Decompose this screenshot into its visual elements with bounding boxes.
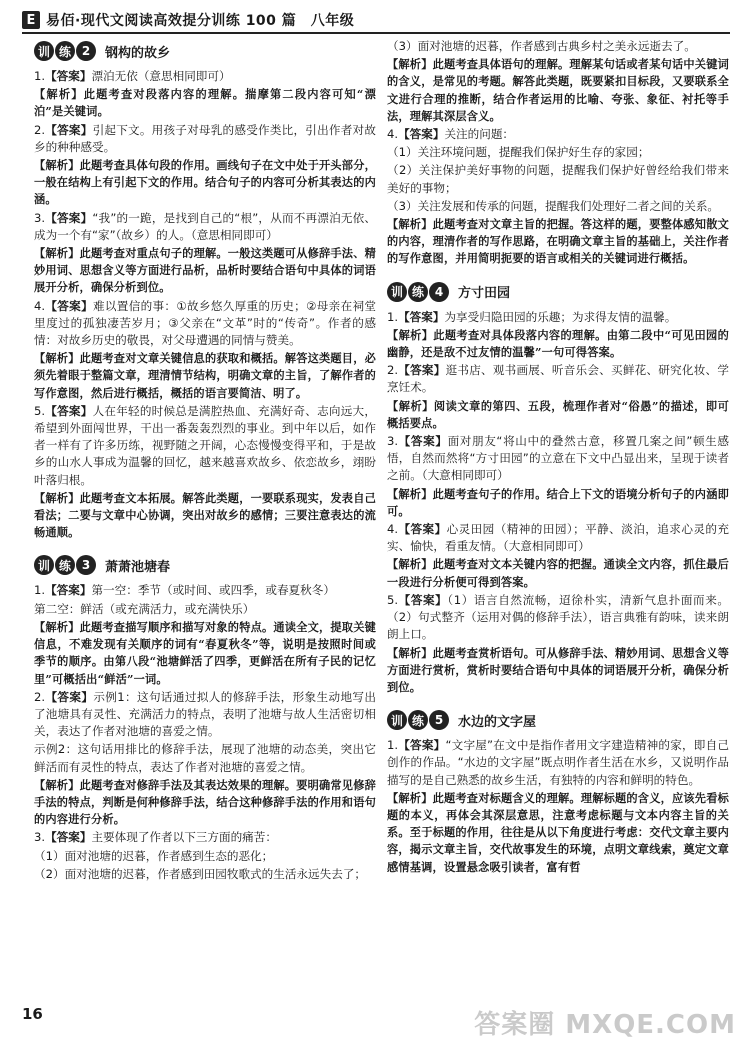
- heading-badge: 练: [55, 555, 75, 575]
- analysis-text: 【解析】此题考查对文章主旨的把握。答这样的题，要整体感知散文的内容，理清作者的写作思路，在明确文章主旨的基础上，关注作者的写作意图，并用简明扼要的语言或相关的关键词进行概括。: [387, 217, 729, 266]
- answer-text: 3.【答案】主要体现了作者以下三方面的痛苦：: [34, 830, 277, 845]
- answer-text: 3.【答案】面对朋友“将山中的叠然古意，移置几案之间”顿生感悟，自然而然将“方寸田园”的立意在下文中凸显出来，呈现于读者之前。（大意相同即可）: [387, 434, 729, 483]
- analysis-tag: 【解析】: [387, 327, 434, 342]
- heading-number: 2: [76, 41, 96, 61]
- analysis-tag: 【解析】: [387, 57, 433, 72]
- analysis-tag: 【解析】: [34, 777, 80, 792]
- heading-number: 5: [429, 710, 449, 730]
- answer-tag: 【答案】: [398, 738, 446, 753]
- answer-tag: 【答案】: [45, 69, 92, 83]
- analysis-text: 【解析】此题考查对修辞手法及其表达效果的理解。要明确常见修辞手法的特点，判断是何种修辞手法，结合这种修辞手法的作用和语句的内容进行分析。: [34, 777, 376, 827]
- section-heading-2: [34, 40, 376, 62]
- page-header: [22, 8, 730, 34]
- analysis-tag: 【解析】: [34, 619, 80, 634]
- answer-tag: 【答案】: [398, 363, 446, 378]
- analysis-text: 【解析】此题考查对文本关键内容的把握。通读全文内容，抓住最后一段进行分析便可得到答案。: [387, 557, 729, 589]
- answer-text: （1）面对池塘的迟暮，作者感到生态的恶化；: [34, 848, 274, 863]
- analysis-tag: 【解析】: [34, 246, 80, 261]
- answer-text: 第二空：鲜活（或充满活力，或充满快乐）: [34, 601, 255, 616]
- answer-text: 1.【答案】第一空：季节（或时间、或四季，或春夏秋冬）: [34, 583, 335, 598]
- answer-tag: 【答案】: [398, 522, 447, 537]
- answer-tag: 【答案】: [45, 830, 92, 845]
- section-heading-3: [34, 554, 376, 576]
- answer-text: 2.【答案】逛书店、观书画展、听音乐会、买鲜花、研究化妆、学烹饪术。: [387, 363, 729, 395]
- section-title: 钢构的故乡: [105, 45, 171, 61]
- analysis-text: 【解析】阅读文章的第四、五段，梳理作者对“俗愚”的描述，即可概括要点。: [387, 398, 729, 430]
- heading-badge: 训: [387, 710, 407, 730]
- answer-tag: 【答案】: [45, 689, 94, 704]
- heading-badge: 练: [408, 282, 428, 302]
- answer-text: 5.【答案】人在年轻的时候总是满腔热血、充满好奇、志向远大，希望到外面闯世界，干出一番轰轰烈烈的事业。到中年以后，如作者一样有了许多历练，视野随之开阔，心态慢慢变得平和，于是故乡的山水人事成为温馨的回忆，越来越喜欢故乡、依恋故乡，翊盼叶落归根。: [34, 403, 376, 487]
- heading-badge: 训: [387, 282, 407, 302]
- heading-badge: 训: [34, 555, 54, 575]
- book-title: 易佰·现代文阅读高效提分训练 100 篇 八年级: [46, 13, 355, 29]
- analysis-text: 【解析】此题考查句子的作用。结合上下文的语境分析句子的内涵即可。: [387, 486, 729, 518]
- analysis-tag: 【解析】: [387, 398, 434, 413]
- analysis-tag: 【解析】: [387, 645, 433, 660]
- answer-tag: 【答案】: [398, 592, 448, 607]
- analysis-text: 【解析】此题考查具体语句的理解。理解某句话或者某句话中关键词的含义，是常见的考题。解答此类题，既要紧扣目标段，又要联系全文进行合理的推断，结合作者运用的比喻、夸张、象征、衬托等手法，理解其深层含义。: [387, 57, 729, 123]
- heading-badge: 训: [34, 41, 54, 61]
- answer-text: （2）面对池塘的迟暮，作者感到田园牧歌式的生活永远失去了；: [34, 866, 367, 881]
- answer-text: 示例2：这句话用排比的修辞手法，展现了池塘的动态美，突出它鲜活而有灵性的特点，表达了作者对池塘的喜爱之情。: [34, 742, 376, 774]
- answer-tag: 【答案】: [398, 127, 445, 142]
- answer-text: 4.【答案】难以置信的事：①故乡悠久厚重的历史；②母亲在祠堂里度过的孤独凄苦岁月；③父亲在“文革”时的“传奇”。作者的感情：对故乡历史的敬畏，对父母遭遇的同情与赞美。: [34, 298, 376, 348]
- analysis-tag: 【解析】: [34, 87, 84, 102]
- answer-tag: 【答案】: [45, 298, 93, 313]
- answer-tag: 【答案】: [45, 122, 93, 137]
- analysis-text: 【解析】此题考查对标题含义的理解。理解标题的含义，应该先看标题的本义，再体会其深层意思，注意考虑标题与文本内容主旨的关系。至于标题的作用，往往是从以下角度进行考虑：交代文章主要内容，揭示文章主旨，交代故事发生的环境，点明文章线索，奠定文章感情基调，设置悬念吸引读者，富有哲: [387, 790, 729, 874]
- left-column: [34, 38, 376, 884]
- section-heading-4: [387, 281, 729, 303]
- section-title: 萧萧池塘春: [105, 559, 171, 575]
- answer-text: 4.【答案】心灵田园（精神的田园）；平静、淡泊，追求心灵的充实、愉快，看重友情。（大意相同即可）: [387, 522, 729, 554]
- analysis-text: 【解析】此题考查对文章关键信息的获取和概括。解答这类题目，必须先着眼于整篇文章，理清情节结构，明确文章的主旨，了解作者的写作意图，然后进行概括，概括的语言要简洁、明了。: [34, 351, 376, 400]
- analysis-tag: 【解析】: [387, 557, 433, 572]
- page-number: 16: [22, 1005, 43, 1023]
- answer-text: 1.【答案】“文字屋”在文中是指作者用文字建造精神的家，即自己创作的作品。“水边的文字屋”既点明作者生活在水乡，又说明作品描写的是自己熟悉的故乡生活，有独特的内容和鲜明的特色。: [387, 738, 729, 787]
- answer-text: 2.【答案】示例1：这句话通过拟人的修辞手法，形象生动地写出了池塘具有灵性、充满活力的特点，表明了池塘与故人生活密切相关，表达了作者对池塘的喜爱之情。: [34, 689, 376, 739]
- answer-text: 4.【答案】关注的问题：: [387, 127, 515, 142]
- analysis-text: 【解析】此题考查对段落内容的理解。揣摩第二段内容可知“漂泊”是关键词。: [34, 87, 376, 119]
- analysis-tag: 【解析】: [387, 217, 433, 232]
- answer-text: （3）关注发展和传承的问题，提醒我们处理好二者之间的关系。: [387, 198, 720, 213]
- section-title: 水边的文字屋: [458, 714, 537, 730]
- heading-number: 4: [429, 282, 449, 302]
- answer-text: 1.【答案】为享受归隐田园的乐趣；为求得友情的温馨。: [387, 309, 677, 324]
- answer-tag: 【答案】: [398, 309, 445, 324]
- answer-text: 1.【答案】漂泊无依（意思相同即可）: [34, 69, 231, 83]
- answer-text: 3.【答案】“我”的一跪，是找到自己的“根”，从而不再漂泊无依、成为一个有“家”（故乡）的人。（意思相同即可）: [34, 210, 376, 242]
- analysis-tag: 【解析】: [34, 490, 80, 505]
- answer-tag: 【答案】: [45, 403, 93, 418]
- analysis-text: 【解析】此题考查对重点句子的理解。一般这类题可从修辞手法、精妙用词、思想含义等方面进行品析，品析时要结合语句中具体的词语展开分析，确保分析到位。: [34, 246, 376, 295]
- answer-text: 2.【答案】引起下文。用孩子对母乳的感受作类比，引出作者对故乡的种种感受。: [34, 122, 376, 154]
- right-column: [387, 38, 729, 877]
- answer-text: （2）关注保护美好事物的问题，提醒我们保护好曾经给我们带来美好的事物；: [387, 163, 729, 195]
- analysis-text: 【解析】此题考查描写顺序和描写对象的特点。通读全文，提取关键信息，不难发现有关顺序的词有“春夏秋冬”等，说明是按照时间或季节的顺序。由第八段“池塘鲜活了四季，更鲜活在所有子民的记忆里”可概括出“鲜活”一词。: [34, 619, 376, 686]
- analysis-tag: 【解析】: [34, 158, 80, 173]
- watermark: 答案圈 MXQE.COM: [474, 1010, 736, 1040]
- answer-tag: 【答案】: [45, 583, 92, 598]
- analysis-text: 【解析】此题考查具体句段的作用。画线句子在文中处于开头部分，一般在结构上有引起下文的作用。结合句子的内容可分析其表达的内涵。: [34, 158, 376, 207]
- analysis-text: 【解析】此题考查赏析语句。可从修辞手法、精妙用词、思想含义等方面进行赏析，赏析时要结合语句中具体的词语展开分析，确保分析到位。: [387, 645, 729, 694]
- heading-number: 3: [76, 555, 96, 575]
- publisher-logo: E: [22, 11, 40, 29]
- answer-text: 5.【答案】（1）语言自然流畅，迢徐朴实，清新气息扑面而来。（2）句式整齐（运用对偶的修辞手法），语言典雅有韵味，读来朗朗上口。: [387, 592, 729, 642]
- answer-text: （1）关注环境问题，提醒我们保护好生存的家园；: [387, 145, 650, 160]
- section-title: 方寸田园: [458, 286, 511, 302]
- analysis-tag: 【解析】: [387, 790, 433, 805]
- heading-badge: 练: [55, 41, 75, 61]
- answer-text: （3）面对池塘的迟暮，作者感到古典乡村之美永远逝去了。: [387, 39, 696, 53]
- analysis-tag: 【解析】: [387, 486, 433, 501]
- answer-tag: 【答案】: [398, 434, 448, 449]
- heading-badge: 练: [408, 710, 428, 730]
- analysis-text: 【解析】此题考查文本拓展。解答此类题，一要联系现实，发表自己看法；二要与文章中心协调，突出对故乡的感情；三要注意表达的流畅通顺。: [34, 490, 376, 540]
- analysis-tag: 【解析】: [34, 351, 80, 366]
- answer-tag: 【答案】: [45, 210, 93, 225]
- analysis-text: 【解析】此题考查对具体段落内容的理解。由第二段中“可见田园的幽静，还是敌不过友情的温馨”一句可得答案。: [387, 327, 729, 360]
- section-heading-5: [387, 709, 729, 731]
